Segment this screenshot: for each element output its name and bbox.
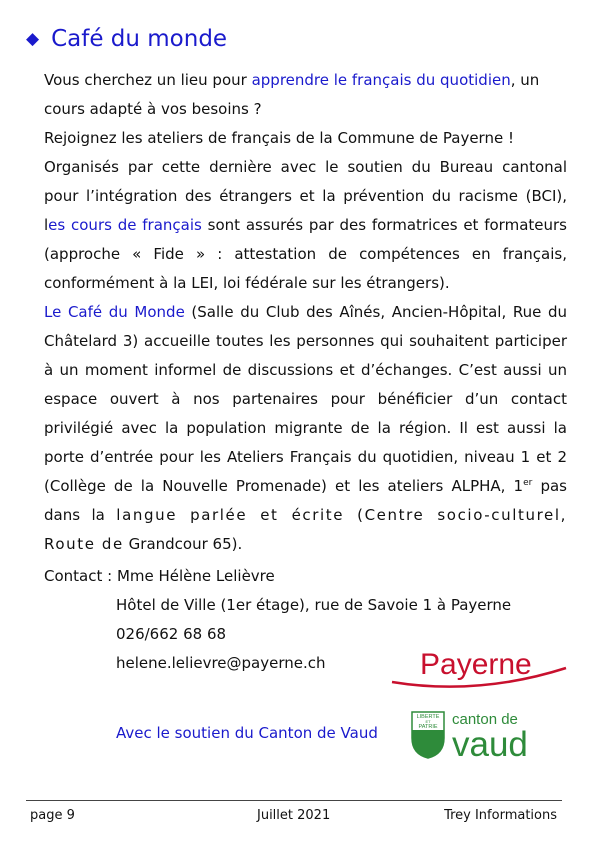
footer-date: Juillet 2021 bbox=[257, 808, 331, 823]
cafe-superscript: er bbox=[523, 478, 533, 488]
cafe-text-1: (Salle du Club des Aînés, Ancien-Hôpital, Rue du Châtelard 3) accueille toutes les personnes qui souhaitent participer à un moment informel de discussions et d’échanges. C’est aussi un espace ouvert à nos partenaires pour bénéficier d’un contact privilégié avec la population migrante de la région. Il est aussi la porte d’entrée pour les Ateliers Français du quotidien, niveau 1 et 2 (Collège de la Nouvelle Promenade) et les ateliers ALPHA, 1 bbox=[44, 303, 567, 495]
intro-paragraph bbox=[44, 66, 567, 124]
payerne-logo bbox=[388, 640, 570, 690]
cafe-text-4: Grandcour 65). bbox=[128, 535, 243, 553]
vaud-line1: canton de bbox=[452, 711, 518, 728]
cafe-text-3: langue parlée et écrite (Centre socio-culturel, Route de bbox=[44, 506, 567, 553]
footer-divider bbox=[26, 800, 562, 801]
organised-text-2: sont assurés par des formatrices et formateurs (approche « Fide » : attestation de compétences en français, conformément à la LEI, loi fédérale sur les étrangers). bbox=[44, 216, 567, 292]
payerne-logo-text: Payerne bbox=[420, 648, 532, 681]
intro-text-2: , un cours adapté à vos besoins ? bbox=[44, 71, 540, 118]
organised-highlight: es cours de français bbox=[48, 216, 202, 234]
contact-email: helene.lelievre@payerne.ch bbox=[116, 654, 326, 672]
intro-text-1: Vous cherchez un lieu pour bbox=[44, 71, 252, 89]
cafe-text-2: pas dans la bbox=[44, 477, 567, 524]
contact-line: Contact : Mme Hélène Lelièvre bbox=[44, 567, 275, 585]
footer-publication: Trey Informations bbox=[444, 808, 557, 823]
diamond-icon: ◆ bbox=[26, 29, 40, 49]
intro-highlight: apprendre le français du quotidien bbox=[251, 71, 511, 89]
join-paragraph: Rejoignez les ateliers de français de la Commune de Payerne ! bbox=[44, 129, 514, 147]
vaud-logo bbox=[410, 708, 550, 760]
vaud-shield-mid: ET bbox=[425, 719, 431, 724]
heading-title: Café du monde bbox=[51, 26, 228, 52]
support-note: Avec le soutien du Canton de Vaud bbox=[116, 724, 378, 742]
organised-text-1: Organisés par cette dernière avec le soutien du Bureau cantonal pour l’intégration des étrangers et la prévention du racisme (BCI), l bbox=[44, 158, 567, 234]
cafe-name: Le Café du Monde bbox=[44, 303, 185, 321]
contact-address: Hôtel de Ville (1er étage), rue de Savoie 1 à Payerne bbox=[116, 596, 512, 614]
section-heading bbox=[26, 26, 227, 52]
vaud-line2: vaud bbox=[452, 725, 528, 760]
footer-page: page 9 bbox=[30, 808, 75, 823]
vaud-shield-top: LIBERTE bbox=[416, 714, 440, 720]
vaud-shield-bottom: PATRIE bbox=[418, 724, 438, 730]
contact-phone: 026/662 68 68 bbox=[116, 625, 227, 643]
organised-paragraph bbox=[44, 153, 567, 298]
article-body bbox=[44, 66, 567, 559]
cafe-paragraph bbox=[44, 298, 567, 559]
